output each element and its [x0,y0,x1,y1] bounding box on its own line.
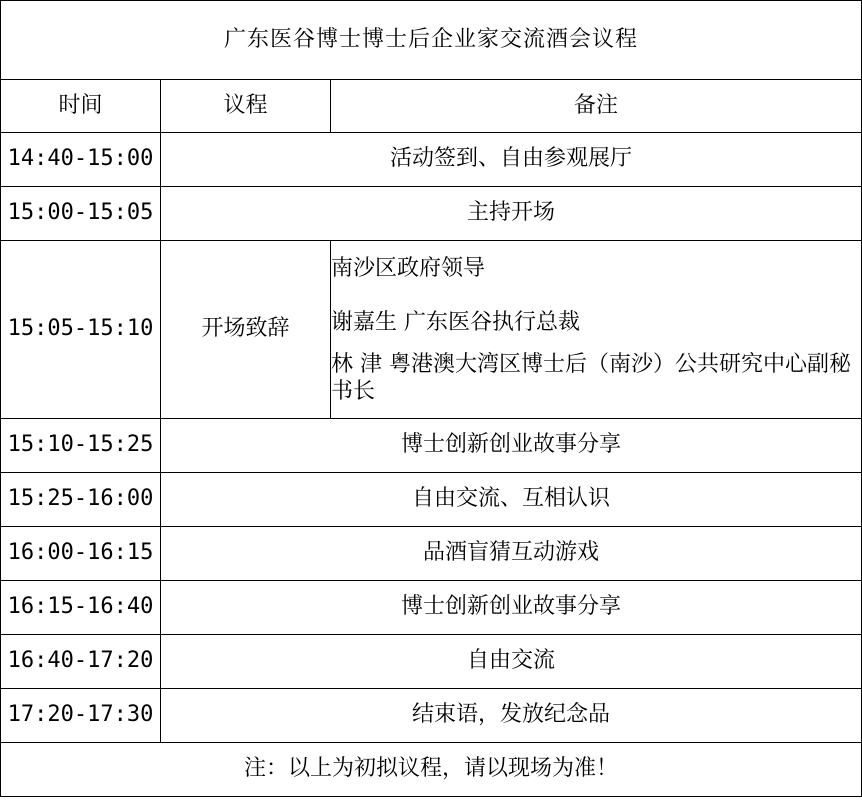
content-cell: 活动签到、自由参观展厅 [161,133,862,187]
time-cell: 16:00-16:15 [1,527,161,581]
table-row [1,187,862,241]
time-cell: 15:05-15:10 [1,241,161,419]
header-agenda: 议程 [161,80,331,133]
table-row [1,473,862,527]
time-cell: 15:10-15:25 [1,419,161,473]
time-cell: 16:15-16:40 [1,581,161,635]
content-cell: 主持开场 [161,187,862,241]
content-cell: 自由交流、互相认识 [161,473,862,527]
agenda-cell: 开场致辞 [161,241,331,419]
time-cell: 16:40-17:20 [1,635,161,689]
time-cell: 17:20-17:30 [1,689,161,743]
page-title: 广东医谷博士博士后企业家交流酒会议程 [1,1,862,80]
table-row [1,635,862,689]
content-cell: 博士创新创业故事分享 [161,419,862,473]
table-row [1,581,862,635]
content-cell: 自由交流 [161,635,862,689]
notes-cell [331,241,862,419]
time-cell: 15:25-16:00 [1,473,161,527]
header-notes: 备注 [331,80,862,133]
table-row [1,419,862,473]
speaker-line: 林 津 粤港澳大湾区博士后（南沙）公共研究中心副秘书长 [331,351,851,404]
table-row [1,133,862,187]
table-row [1,527,862,581]
time-cell: 15:00-15:05 [1,187,161,241]
table-row [1,689,862,743]
speaker-line: 谢嘉生 广东医谷执行总裁 [331,309,580,335]
table-row [1,241,862,419]
header-row [1,80,862,133]
speaker-line: 南沙区政府领导 [331,255,486,281]
content-cell: 结束语，发放纪念品 [161,689,862,743]
header-time: 时间 [1,80,161,133]
content-cell: 品酒盲猜互动游戏 [161,527,862,581]
footnote: 注：以上为初拟议程，请以现场为准！ [1,743,862,797]
content-cell: 博士创新创业故事分享 [161,581,862,635]
time-cell: 14:40-15:00 [1,133,161,187]
